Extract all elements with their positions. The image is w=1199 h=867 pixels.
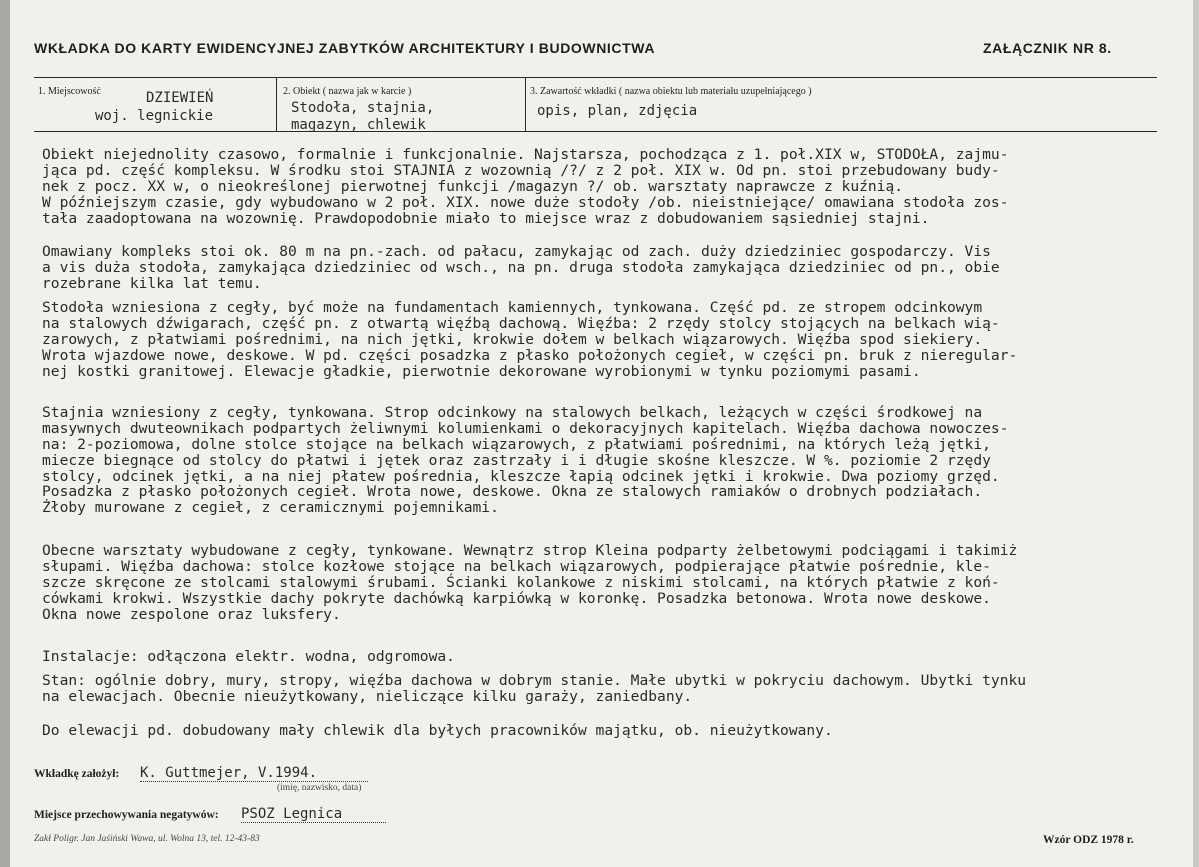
text-line: szcze skręcone ze stolcami stalowymi śrubami. Ścianki kolankowe z niskimi stolcami, na których płatwie z koń-: [42, 573, 1000, 591]
text-line: Wrota wjazdowe nowe, deskowe. W pd. części posadzka z płasko położonych cegieł, w części pn. bruk z nieregular-: [42, 346, 1018, 364]
paragraph-barn: [42, 300, 1192, 379]
field-locality-label: 1. Miejscowość: [38, 86, 101, 97]
text-line: rozebrane kilka lat temu.: [42, 274, 262, 292]
printer-imprint: Zakł Poligr. Jan Jaśiński Wawa, ul. Wolna 13, tel. 12-43-83: [34, 834, 260, 844]
text-line: nej kostki granitowej. Elewacje gładkie, pierwotnie dekorowane wyrobionymi w tynku poziomymi pasami.: [42, 362, 921, 380]
field-divider-1: [276, 77, 277, 131]
form-template-number: Wzór ODZ 1978 r.: [1043, 834, 1134, 846]
field-divider-2: [525, 77, 526, 131]
field-contents-label: 3. Zawartość wkładki ( nazwa obiektu lub materiału uzupełniającego ): [530, 86, 812, 97]
paragraph-pigsty: [42, 723, 1192, 739]
author-hint: (imię, nazwisko, data): [277, 783, 362, 793]
text-line: na stalowych dźwigarach, część pn. z otwartą więźbą dachową. Więźba: 2 rzędy stolcy stojących na belkach wią-: [42, 314, 1000, 332]
text-line: Omawiany kompleks stoi ok. 80 m na pn.-zach. od pałacu, zamykając od zach. duży dziedziniec gospodarczy. Vis: [42, 243, 991, 260]
text-line: Stodoła wzniesiona z cegły, być może na fundamentach kamiennych, tynkowana. Część pd. ze stropem odcinkowym: [42, 299, 983, 316]
text-line: cówkami krokwi. Wszystkie dachy pokryte dachówką karpiówką w koronkę. Posadzka betonowa. Wrota nowe deskowe.: [42, 589, 991, 607]
text-line: jąca pd. część kompleksu. W środku stoi STAJNIA z wozownią /?/ z 2 poł. XIX w. Od pn. stoi przebudowany budy-: [42, 161, 1000, 179]
paragraph-stable: [42, 405, 1192, 516]
field-object-value-2: magazyn, chlewik: [291, 117, 426, 131]
card-left-edge: [0, 0, 10, 867]
text-line: na: 2-poziomowa, dolne stolce stojące na belkach wiązarowych, z płatwiami pośrednimi, na których leżą jętki,: [42, 435, 991, 453]
storage-dotted-line: [241, 822, 386, 823]
text-line: W późniejszym czasie, gdy wybudowano w 2 poł. XIX. nowe duże stodoły /ob. nieistniejące/ omawiana stodoła zos-: [42, 193, 1009, 211]
text-line: stolcy, odcinek jętki, a na niej płatew pośrednia, kleszcze łapią odcinek jętki i krokwie. Dwa poziomy grzęd.: [42, 467, 1000, 485]
storage-label: Miejsce przechowywania negatywów:: [34, 809, 219, 821]
paragraph-condition: [42, 673, 1192, 705]
paragraph-history: [42, 147, 1192, 226]
text-line: słupami. Więźba dachowa: stolce kozłowe stojące na belkach wiązarowych, podpierające płatwie pośrednie, kle-: [42, 557, 991, 575]
attachment-number: ZAŁĄCZNIK NR 8.: [983, 40, 1112, 56]
field-object-value-1: Stodoła, stajnia,: [291, 100, 435, 116]
form-title: WKŁADKA DO KARTY EWIDENCYJNEJ ZABYTKÓW ARCHITEKTURY I BUDOWNICTWA: [34, 40, 656, 56]
text-line: na elewacjach. Obecnie nieużytkowany, nieliczące kilku garaży, zaniedbany.: [42, 687, 693, 705]
author-label: Wkładkę założył:: [34, 768, 120, 780]
card-right-edge: [1193, 0, 1199, 867]
field-locality-region: woj. legnickie: [95, 108, 214, 124]
field-locality-value: DZIEWIEŃ: [146, 90, 214, 106]
field-top-rule: [34, 77, 1157, 78]
text-line: Instalacje: odłączona elektr. wodna, odgromowa.: [42, 648, 455, 665]
field-bottom-rule: [34, 131, 1157, 132]
field-contents-value: opis, plan, zdjęcia: [537, 103, 698, 119]
text-line: nek z pocz. XX w, o nieokreślonej pierwotnej funkcji /magazyn ?/ ob. warsztaty naprawcze z kuźnią.: [42, 177, 904, 195]
text-line: a vis duża stodoła, zamykająca dziedziniec od wsch., na pn. druga stodoła zamykająca dziedziniec od pn., obie: [42, 258, 1000, 276]
text-line: Okna nowe zespolone oraz luksfery.: [42, 605, 341, 623]
storage-value: PSOZ Legnica: [241, 806, 343, 822]
text-line: Stan: ogólnie dobry, mury, stropy, więźba dachowa w dobrym stanie. Małe ubytki w pokryciu dachowym. Ubytki tynku: [42, 672, 1027, 689]
text-line: miecze biegnące od stolcy do płatwi i jętek oraz zastrzały i i długie skośne kleszcze. W %. poziomie 2 rzędy: [42, 451, 991, 469]
author-dotted-line: [140, 781, 368, 782]
text-line: Do elewacji pd. dobudowany mały chlewik dla byłych pracowników majątku, ob. nieużytkowany.: [42, 722, 833, 739]
paragraph-installations: [42, 649, 1192, 665]
text-line: Posadzka z płasko położonych cegieł. Wrota nowe, deskowe. Okna ze stalowych ramiaków o drobnych podziałach.: [42, 483, 983, 501]
text-line: Żłoby murowane z cegieł, z ceramicznymi pojemnikami.: [42, 499, 499, 517]
paragraph-workshops: [42, 543, 1192, 622]
text-line: tała zaadoptowana na wozownię. Prawdopodobnie miało to miejsce wraz z dobudowaniem sąsiedniej stajni.: [42, 209, 930, 227]
text-line: zarowych, z płatwiami pośrednimi, na nich jętki, krokwie dołem w belkach wiązarowych. Więźba spod siekiery.: [42, 330, 983, 348]
text-line: Obecne warsztaty wybudowane z cegły, tynkowane. Wewnątrz strop Kleina podparty żelbetowymi podciągami i takimiż: [42, 542, 1018, 559]
text-line: Obiekt niejednolity czasowo, formalnie i funkcjonalnie. Najstarsza, pochodząca z 1. poł.XIX w, STODOŁA, zajmu-: [42, 146, 1009, 163]
text-line: Stajnia wzniesiony z cegły, tynkowana. Strop odcinkowy na stalowych belkach, leżących w części środkowej na: [42, 404, 983, 421]
field-object-label: 2. Obiekt ( nazwa jak w karcie ): [283, 86, 412, 97]
author-value: K. Guttmejer, V.1994.: [140, 765, 318, 781]
text-line: masywnych dwuteownikach podpartych żeliwnymi kolumienkami o dekoracyjnych kapitelach. Więźba dachowa nowoczes-: [42, 419, 1009, 437]
paragraph-location: [42, 244, 1192, 292]
